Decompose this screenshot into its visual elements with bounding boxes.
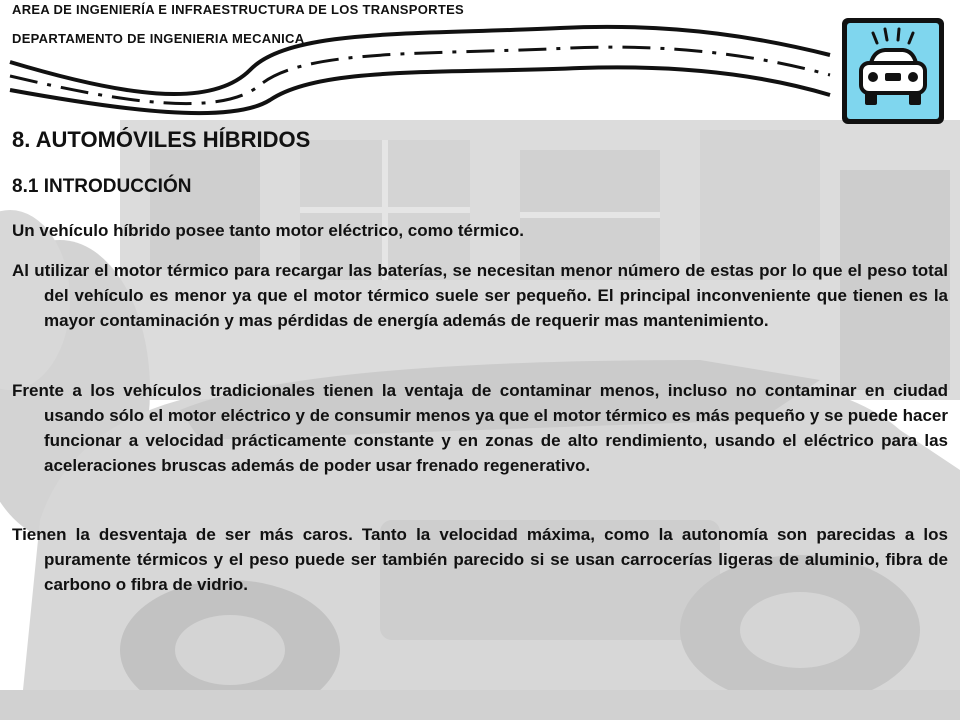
road-banner — [0, 0, 840, 125]
section-heading: 8.1 INTRODUCCIÓN — [12, 176, 192, 197]
car-logo-icon — [842, 18, 944, 124]
page-title: 8. AUTOMÓVILES HÍBRIDOS — [12, 127, 311, 152]
paragraph-intro: Un vehículo híbrido posee tanto motor eléctrico, como térmico. — [12, 221, 524, 240]
department-header: DEPARTAMENTO DE INGENIERIA MECANICA — [12, 31, 305, 46]
paragraph-advantages: Frente a los vehículos tradicionales tienen la ventaja de contaminar menos, incluso no contaminar en ciudad usando sólo el motor eléctrico y de consumir menos ya que el motor térmico es más pequeño y se puede hacer funcionar a velocidad prácticamente constante y en zonas de alto rendimiento, usando el eléctrico para las aceleraciones bruscas además de poder usar frenado regenerativo. — [12, 381, 948, 475]
area-header: AREA DE INGENIERÍA E INFRAESTRUCTURA DE LOS TRANSPORTES — [12, 2, 465, 17]
paragraph-disadvantages: Tienen la desventaja de ser más caros. Tanto la velocidad máxima, como la autonomía son parecidas a los puramente térmicos y el peso puede ser también parecido si se usan carrocerías ligeras de aluminio, fibra de carbono o fibra de vidrio. — [12, 525, 948, 594]
paragraph-batteries: Al utilizar el motor térmico para recargar las baterías, se necesitan menor número de estas por lo que el peso total del vehículo es menor ya que el motor térmico suele ser pequeño. El principal inconveniente que tienen es la mayor contaminación y mas pérdidas de energía además de requerir mas mantenimiento. — [12, 261, 948, 330]
